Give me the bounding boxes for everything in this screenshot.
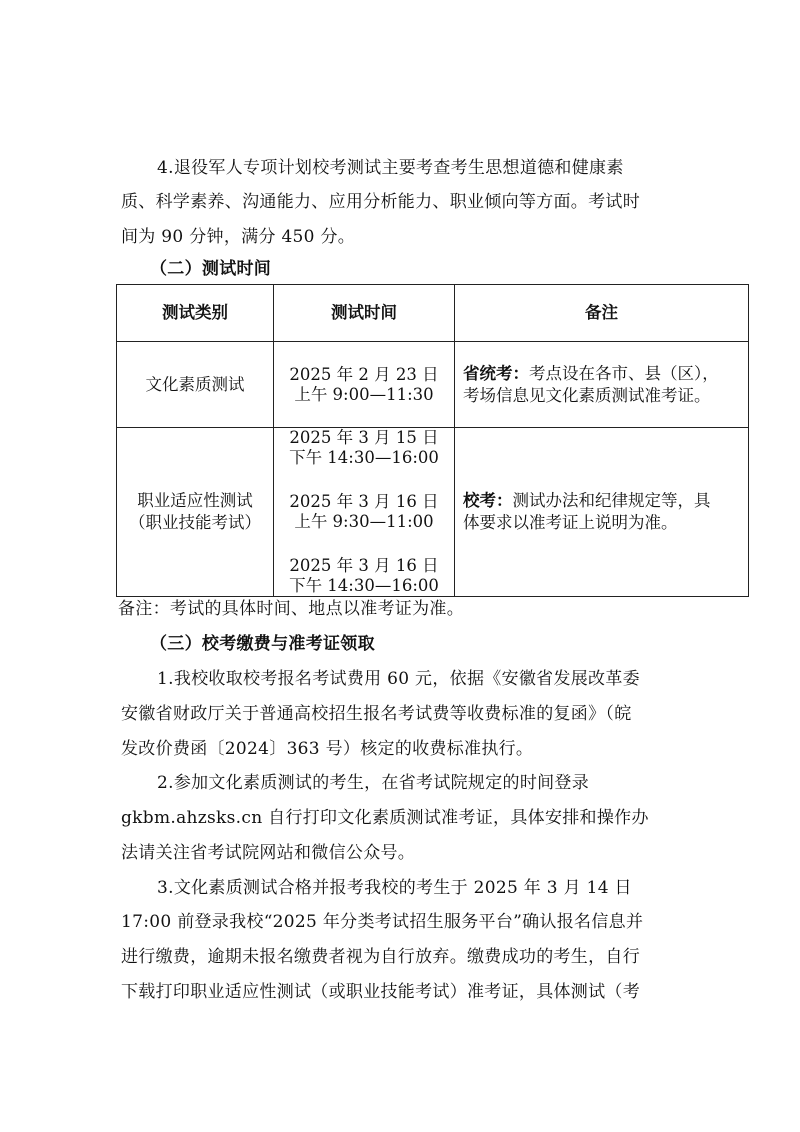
- row1-date: 2025 年 2 月 23 日: [289, 364, 439, 384]
- row1-time-cell: [274, 342, 455, 428]
- header-time: 测试时间: [274, 285, 455, 342]
- row2-category-2: （职业技能考试）: [129, 513, 261, 532]
- row2-time-cell: [274, 428, 455, 597]
- row2-slot3-time: 下午 14:30—16:00: [289, 576, 439, 595]
- row1-category: 文化素质测试: [117, 342, 274, 428]
- row2-slot1-time: 下午 14:30—16:00: [289, 448, 439, 467]
- para4-line-3: 间为 90 分钟，满分 450 分。: [121, 227, 356, 247]
- para3-line-3: 进行缴费，逾期未报名缴费者视为自行放弃。缴费成功的考生，自行: [121, 947, 640, 967]
- para3-line-4: 下载打印职业适应性测试（或职业技能考试）准考证，具体测试（考: [121, 982, 640, 1002]
- row2-slot1-date: 2025 年 3 月 15 日: [289, 428, 439, 447]
- row2-slot2-date: 2025 年 3 月 16 日: [289, 492, 439, 511]
- row2-note-text-2: 体要求以准考证上说明为准。: [463, 513, 678, 532]
- row1-note-text-1: 考点设在各市、县（区），: [529, 363, 719, 383]
- para1-line-1: 1.我校收取校考报名考试费用 60 元，依据《安徽省发展改革委: [157, 669, 640, 689]
- para4-line-2: 质、科学素养、沟通能力、应用分析能力、职业倾向等方面。考试时: [121, 192, 640, 212]
- para2-line-1: 2.参加文化素质测试的考生，在省考试院规定的时间登录: [157, 773, 590, 793]
- test-schedule-table: [116, 284, 749, 597]
- row2-category-1: 职业适应性测试: [137, 491, 253, 510]
- table-note: 备注：考试的具体时间、地点以准考证为准。: [118, 599, 464, 619]
- para2-line-3: 法请关注省考试院网站和微信公众号。: [121, 843, 416, 863]
- row1-time: 上午 9:00—11:30: [294, 384, 434, 404]
- row1-note-label: 省统考：: [463, 363, 529, 383]
- para2-line-2: gkbm.ahzsks.cn 自行打印文化素质测试准考证，具体安排和操作办: [121, 808, 649, 828]
- row2-note-cell: [455, 428, 749, 597]
- row2-note-label: 校考：: [463, 491, 513, 510]
- table-row: [117, 342, 749, 428]
- table-header-row: [117, 285, 749, 342]
- row2-slot2-time: 上午 9:30—11:00: [294, 512, 434, 531]
- para3-line-2: 17:00 前登录我校“2025 年分类考试招生服务平台”确认报名信息并: [121, 912, 644, 932]
- header-category: 测试类别: [117, 285, 274, 342]
- row2-category-cell: [117, 428, 274, 597]
- para1-line-2: 安徽省财政厅关于普通高校招生报名考试费等收费标准的复函》（皖: [121, 704, 632, 724]
- para1-line-3: 发改价费函〔2024〕363 号）核定的收费标准执行。: [121, 739, 534, 759]
- para4-line-1: 4.退役军人专项计划校考测试主要考查考生思想道德和健康素: [157, 158, 624, 178]
- section-heading-test-time: （二）测试时间: [150, 259, 272, 279]
- row2-note-text-1: 测试办法和纪律规定等，具: [512, 491, 711, 510]
- header-note: 备注: [455, 285, 749, 342]
- section-heading-fee-admission: （三）校考缴费与准考证领取: [150, 634, 375, 654]
- row1-note-text-2: 考场信息见文化素质测试准考证。: [463, 385, 711, 405]
- row1-note-cell: [455, 342, 749, 428]
- para3-line-1: 3.文化素质测试合格并报考我校的考生于 2025 年 3 月 14 日: [157, 878, 632, 898]
- row2-slot3-date: 2025 年 3 月 16 日: [289, 556, 439, 575]
- table-row: [117, 428, 749, 597]
